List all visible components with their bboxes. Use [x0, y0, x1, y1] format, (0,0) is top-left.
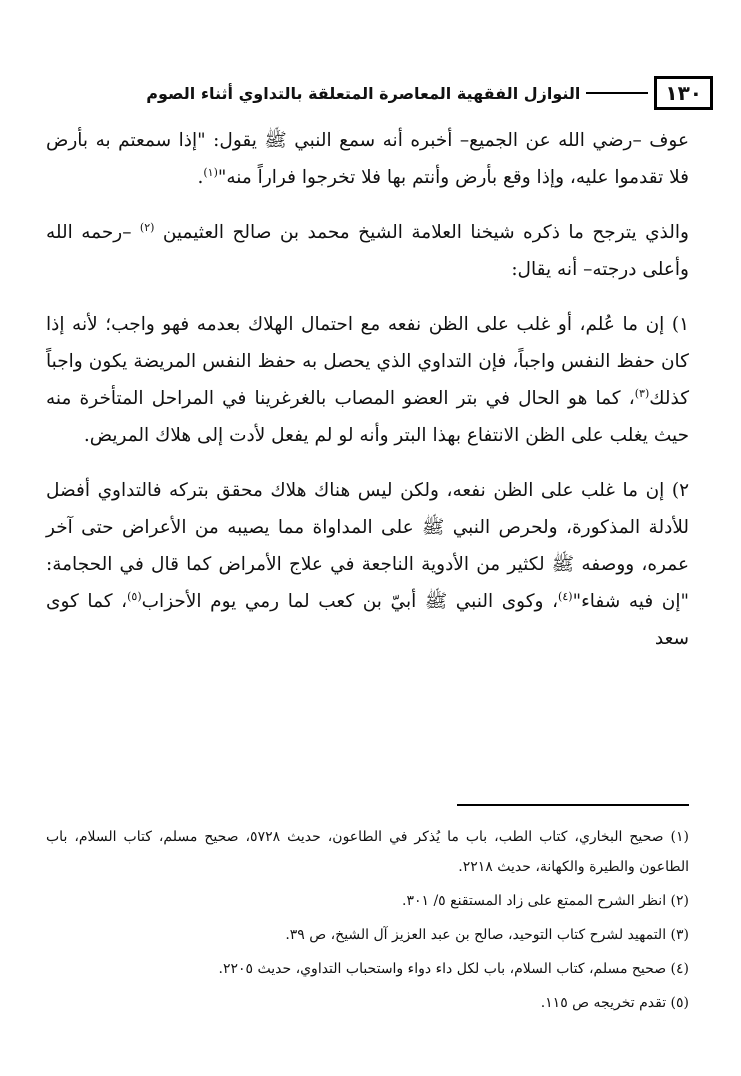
paragraph-4-end: ، كما كوى سعد: [46, 591, 689, 649]
footnote-2: (٢) انظر الشرح الممتع على زاد المستقنع ٥/ ٣٠١.: [401, 893, 689, 909]
footnote-ref-1: (١): [203, 165, 218, 179]
paragraph-3-text: ١) إن ما عُلم، أو غلب على الظن نفعه مع احتمال الهلاك بعدمه فهو واجب؛ لأنه إذا كان حفظ النفس واجباً، فإن التداوي الذي يحصل به حفظ النفس المريضة يكون واجباً كذلك: [46, 314, 689, 409]
paragraph-4-text: ٢) إن ما غلب على الظن نفعه، ولكن ليس هناك هلاك محقق بتركه فالتداوي أفضل للأدلة المذكورة، ولحرص النبي ﷺ على المداواة مما يصيبه من الأعراض حتى آخر عمره، ووصفه ﷺ لكثير من الأدوية الناجعة في علاج الأمراض كما قال في الحجامة: "إن فيه شفاء": [46, 480, 690, 612]
footnote-ref-3: (٣): [634, 386, 650, 400]
footnote-4: (٤) صحيح مسلم، كتاب السلام، باب لكل داء دواء واستحباب التداوي، حديث ٢٢٠٥.: [218, 961, 689, 977]
footnote-5: (٥) تقدم تخريجه ص ١١٥.: [540, 995, 689, 1011]
footnote-separator: [457, 804, 689, 806]
footnote-3: (٣) التمهيد لشرح كتاب التوحيد، صالح بن عبد العزيز آل الشيخ، ص ٣٩.: [285, 927, 689, 943]
paragraph-4: [46, 472, 689, 657]
paragraph-3-end: ، كما هو الحال في بتر العضو المصاب بالغرغرينا في المراحل المتأخرة منه حيث يغلب على الظن الانتفاع بهذا البتر وأنه لو لم يفعل لأدت إلى هلاك المريض.: [46, 388, 689, 446]
page-number: ١٣٠: [654, 76, 713, 110]
paragraph-1: [46, 122, 689, 196]
paragraph-1-text: عوف –رضي الله عن الجميع– أخبره أنه سمع النبي ﷺ يقول: "إذا سمعتم به بأرض فلا تقدموا عليه، وإذا وقع بأرض وأنتم بها فلا تخرجوا فراراً منه": [46, 130, 689, 188]
footnote-1: (١) صحيح البخاري، كتاب الطب، باب ما يُذكر في الطاعون، حديث ٥٧٢٨، صحيح مسلم، كتاب السلام، باب الطاعون والطيرة والكهانة، حديث ٢٢١٨.: [46, 829, 689, 875]
paragraph-2: [46, 214, 689, 288]
paragraph-2-text: والذي يترجح ما ذكره شيخنا العلامة الشيخ محمد بن صالح العثيمين: [162, 222, 689, 243]
paragraph-1-end: .: [197, 167, 204, 188]
page-header: [28, 76, 713, 110]
footnotes: [46, 822, 689, 1022]
running-title: النوازل الفقهية المعاصرة المتعلقة بالتداوي أثناء الصوم: [146, 83, 581, 103]
body-text: [46, 122, 689, 675]
paragraph-4-mid: ، وكوى النبي ﷺ أبيّ بن كعب لما رمي يوم الأحزاب: [141, 591, 559, 612]
footnote-ref-5: (٥): [127, 589, 142, 603]
header-rule: [586, 92, 648, 94]
paragraph-2-end: –رحمه الله وأعلى درجته– أنه يقال:: [46, 222, 689, 280]
footnote-ref-2: (٢): [139, 220, 155, 234]
footnote-ref-4: (٤): [558, 589, 573, 603]
paragraph-3: [46, 306, 689, 454]
